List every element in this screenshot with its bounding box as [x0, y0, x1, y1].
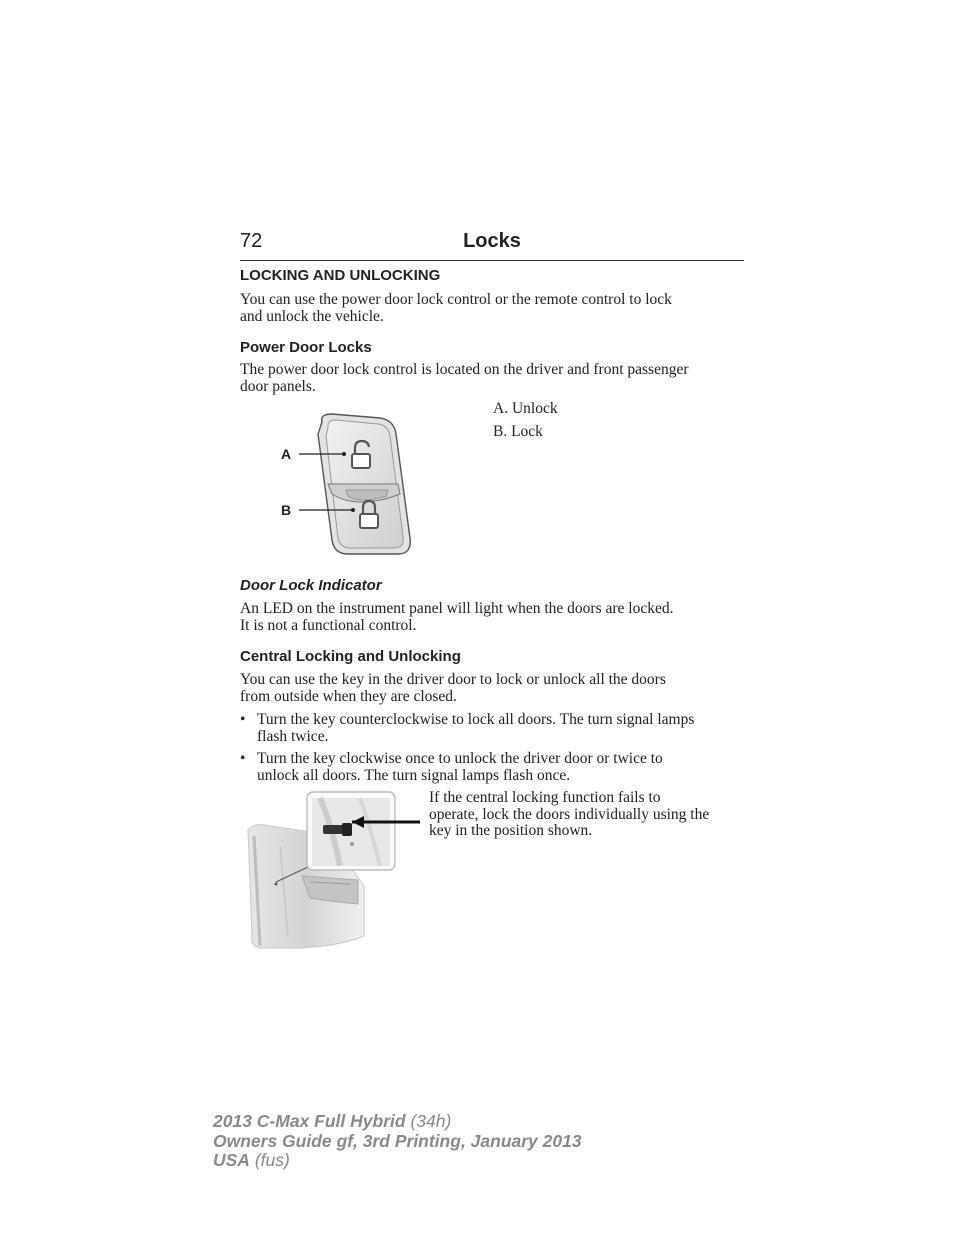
- list-item: [240, 712, 744, 745]
- figure-label-a: A: [281, 446, 292, 462]
- central-locking-line-2: from outside when they are closed.: [240, 687, 457, 705]
- central-locking-line-1: You can use the key in the driver door to lock or unlock all the doors: [240, 671, 666, 688]
- heading-power-door-locks: Power Door Locks: [240, 339, 372, 356]
- power-door-locks-line-2: door panels.: [240, 377, 316, 395]
- power-door-locks-paragraph: [240, 362, 750, 395]
- bullet-2-line-1: Turn the key clockwise once to unlock the driver door or twice to: [257, 750, 663, 767]
- bullet-1-line-2: flash twice.: [257, 727, 329, 745]
- section-title: Locks: [463, 230, 521, 252]
- page-footer: [213, 1112, 582, 1171]
- bullet-2-line-2: unlock all doors. The turn signal lamps flash once.: [257, 766, 571, 784]
- door-key-cylinder-illustration: [240, 786, 425, 951]
- page-number: 72: [240, 230, 263, 252]
- figure-label-b: B: [281, 502, 292, 518]
- note-line-1: If the central locking function fails to: [429, 789, 661, 806]
- footer-region-code: (fus): [254, 1150, 290, 1170]
- power-door-locks-line-1: The power door lock control is located on the driver and front passenger: [240, 361, 689, 378]
- door-lock-indicator-line-2: It is not a functional control.: [240, 616, 417, 634]
- intro-line-1: You can use the power door lock control or the remote control to lock: [240, 291, 672, 308]
- page-header: [240, 228, 744, 261]
- heading-locking-and-unlocking: LOCKING AND UNLOCKING: [240, 267, 441, 284]
- footer-region: USA: [213, 1150, 250, 1170]
- door-lock-indicator-paragraph: [240, 601, 750, 634]
- footer-model: 2013 C-Max Full Hybrid: [213, 1111, 406, 1131]
- note-line-3: key in the position shown.: [429, 822, 593, 839]
- key-icon: [323, 825, 343, 834]
- footer-printing: Owners Guide gf, 3rd Printing, January 2013: [213, 1130, 582, 1151]
- intro-paragraph: [240, 292, 750, 325]
- bullet-symbol: •: [240, 711, 246, 728]
- footer-model-code: (34h): [410, 1111, 452, 1131]
- heading-door-lock-indicator: Door Lock Indicator: [240, 577, 382, 594]
- legend-lock: B. Lock: [493, 423, 543, 440]
- bullet-1-line-1: Turn the key counterclockwise to lock all doors. The turn signal lamps: [257, 711, 695, 728]
- heading-central-locking: Central Locking and Unlocking: [240, 648, 461, 665]
- power-door-lock-switch-illustration: [270, 410, 420, 560]
- bullet-symbol: •: [240, 750, 246, 767]
- intro-line-2: and unlock the vehicle.: [240, 307, 384, 325]
- legend-unlock: A. Unlock: [493, 400, 558, 417]
- note-line-2: operate, lock the doors individually using the: [429, 805, 710, 823]
- door-lock-indicator-line-1: An LED on the instrument panel will light when the doors are locked.: [240, 600, 674, 617]
- list-item: [240, 751, 744, 784]
- central-locking-paragraph: [240, 672, 750, 705]
- central-locking-note: [429, 790, 749, 840]
